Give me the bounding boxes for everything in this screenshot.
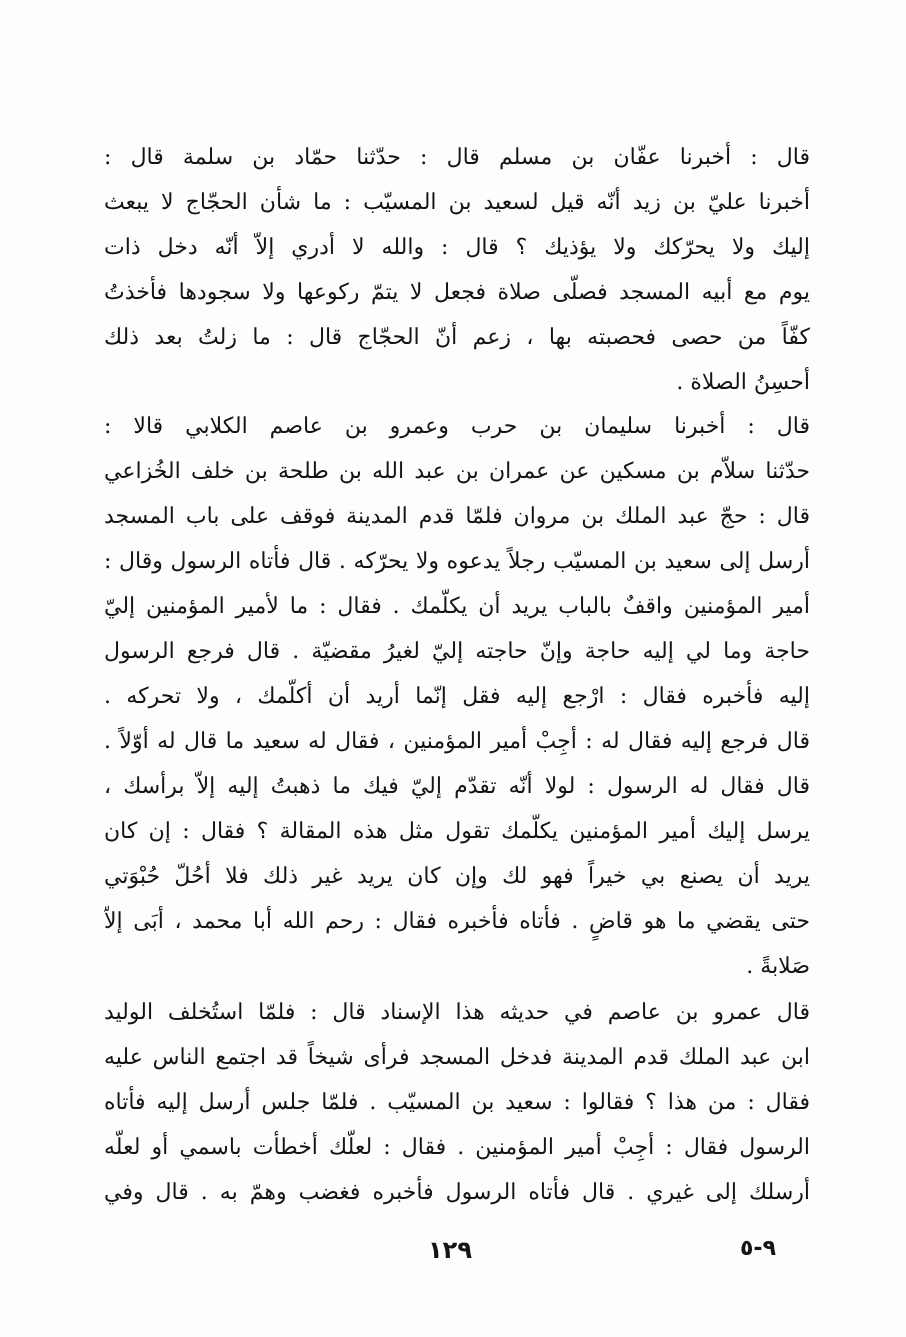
text-line: حاجة وما لي إليه حاجة وإنّ حاجته إليّ لغيرُ مقضيّة . قال فرجع الرسول [104, 639, 810, 664]
text-line: قال عمرو بن عاصم في حديثه هذا الإسناد قال : فلمّا استُخلف الوليد [104, 1000, 810, 1025]
text-line: الرسول فقال : أجِبْ أمير المؤمنين . فقال : لعلّك أخطأت باسمي أو لعلّه [104, 1135, 810, 1160]
text-line: يوم مع أبيه المسجد فصلّى صلاة فجعل لا يتمّ ركوعها ولا سجودها فأخذتُ [104, 280, 810, 305]
text-line: صَلابةً . [746, 954, 810, 979]
text-line: قال فقال له الرسول : لولا أنّه تقدّم إليّ فيك ما ذهبتُ إليه إلاّ برأسك ، [104, 774, 810, 799]
text-line: قال : أخبرنا سليمان بن حرب وعمرو بن عاصم الكلابي قالا : [104, 414, 810, 439]
page-number: ١٢٩ [428, 1236, 472, 1264]
text-line: فقال : من هذا ؟ فقالوا : سعيد بن المسيّب . فلمّا جلس أرسل إليه فأتاه [104, 1090, 810, 1115]
signature-mark: ٩-٥ [739, 1236, 776, 1261]
text-line: إليه فأخبره فقال : ارْجع إليه فقل إنّما أريد أن أكلّمك ، ولا تحركه . [104, 684, 810, 709]
text-line: قال : أخبرنا عفّان بن مسلم قال : حدّثنا حمّاد بن سلمة قال : [104, 145, 810, 170]
text-line: يريد أن يصنع بي خيراً فهو لك وإن كان يريد غير ذلك فلا أحُلّ حُبْوَتي [104, 864, 810, 889]
text-line: قال : حجّ عبد الملك بن مروان فلمّا قدم المدينة فوقف على باب المسجد [104, 504, 810, 529]
text-line: أرسلك إلى غيري . قال فأتاه الرسول فأخبره فغضب وهمّ به . قال وفي [104, 1180, 810, 1205]
text-line: قال فرجع إليه فقال له : أجِبْ أمير المؤمنين ، فقال له سعيد ما قال له أوّلاً . [104, 729, 810, 754]
text-line: أرسل إلى سعيد بن المسيّب رجلاً يدعوه ولا يحرّكه . قال فأتاه الرسول وقال : [104, 549, 810, 574]
text-line: ابن عبد الملك قدم المدينة فدخل المسجد فرأى شيخاً قد اجتمع الناس عليه [104, 1045, 810, 1070]
paragraph-1 [104, 135, 810, 405]
text-line: أحسِنُ الصلاة . [676, 370, 810, 395]
text-line: أمير المؤمنين واقفٌ بالباب يريد أن يكلّمك . فقال : ما لأمير المؤمنين إليّ [104, 594, 810, 619]
paragraph-2 [104, 404, 810, 989]
text-line: أخبرنا عليّ بن زيد أنّه قيل لسعيد بن المسيّب : ما شأن الحجّاج لا يبعث [104, 190, 810, 215]
text-line: إليك ولا يحرّكك ولا يؤذيك ؟ قال : والله لا أدري إلاّ أنّه دخل ذات [104, 235, 810, 260]
text-line: حدّثنا سلاّم بن مسكين عن عمران بن عبد الله بن طلحة بن خلف الخُزاعي [104, 459, 810, 484]
text-line: كفّاً من حصى فحصبته بها ، زعم أنّ الحجّاج قال : ما زلتُ بعد ذلك [104, 325, 810, 350]
paragraph-3 [104, 990, 810, 1215]
text-line: حتى يقضي ما هو قاضٍ . فأتاه فأخبره فقال : رحم الله أبا محمد ، أبَى إلاّ [104, 909, 810, 934]
text-line: يرسل إليك أمير المؤمنين يكلّمك تقول مثل هذه المقالة ؟ فقال : إن كان [104, 819, 810, 844]
